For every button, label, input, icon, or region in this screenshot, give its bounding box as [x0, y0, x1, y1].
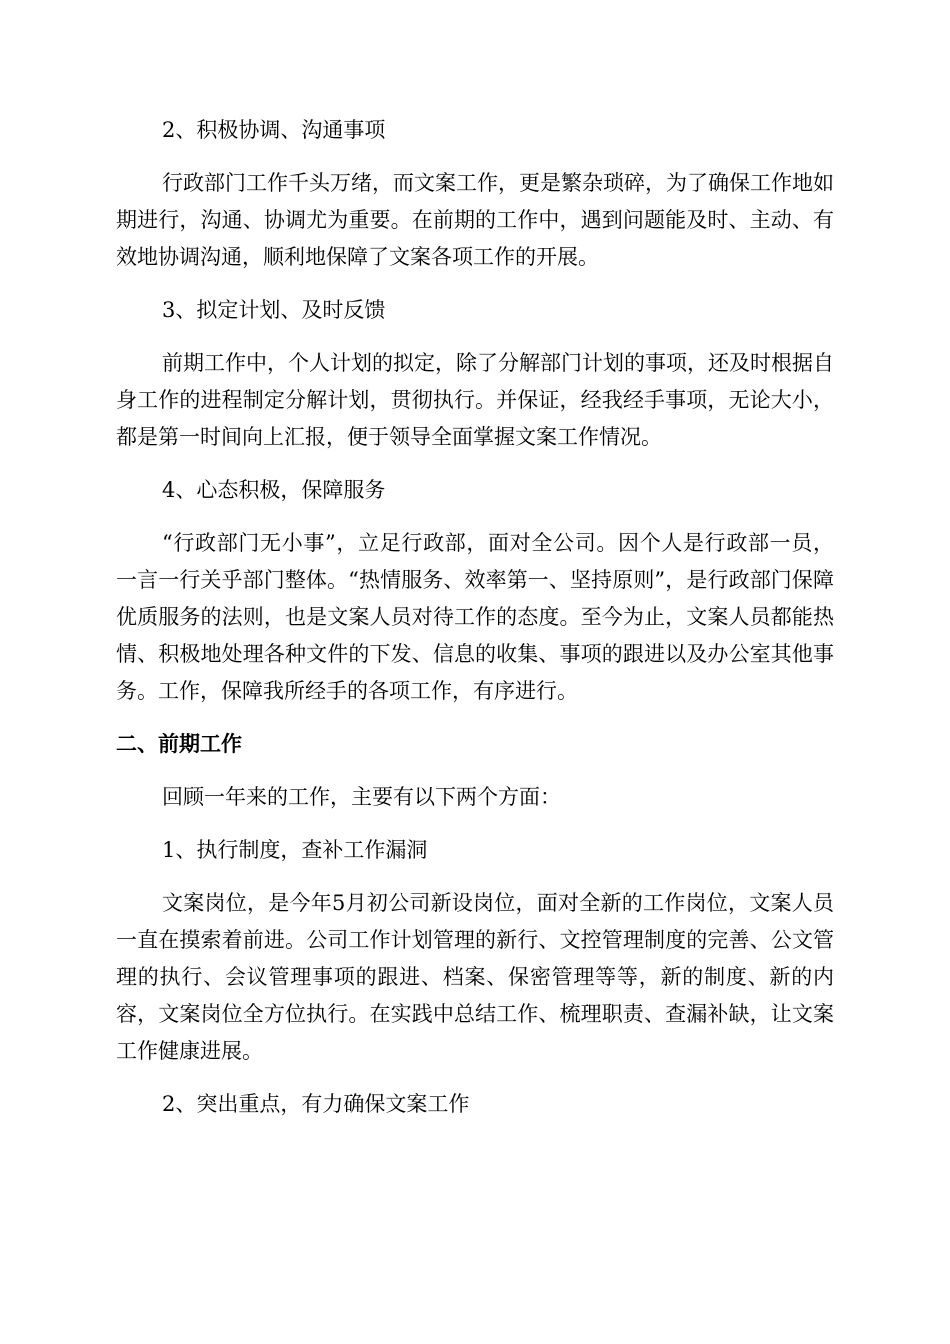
- subheading-execute-system: 1、执行制度，查补工作漏洞: [162, 838, 428, 862]
- section-heading-previous-work: 二、前期工作: [116, 732, 242, 756]
- document-body: [116, 112, 834, 1139]
- paragraph-coordination: 行政部门工作千头万绪，而文案工作，更是繁杂琐碎，为了确保工作地如期进行，沟通、协调尤为重要。在前期的工作中，遇到问题能及时、主动、有效地协调沟通，顺利地保障了文案各项工作的开展。: [116, 171, 834, 269]
- subheading-attitude: 4、心态积极，保障服务: [162, 478, 386, 502]
- subheading-highlight-focus: 2、突出重点，有力确保文案工作: [162, 1092, 470, 1116]
- subheading-coordination: 2、积极协调、沟通事项: [162, 118, 386, 142]
- paragraph-execute-system: 文案岗位，是今年5月初公司新设岗位，面对全新的工作岗位，文案人员一直在摸索着前进。公司工作计划管理的新行、文控管理制度的完善、公文管理的执行、会议管理事项的跟进、档案、保密管理等等，新的制度、新的内容，文案岗位全方位执行。在实践中总结工作、梳理职责、查漏补缺，让文案工作健康进展。: [116, 891, 834, 1063]
- subheading-planning: 3、拟定计划、及时反馈: [162, 298, 386, 322]
- paragraph-planning: 前期工作中，个人计划的拟定，除了分解部门计划的事项，还及时根据自身工作的进程制定分解计划，贯彻执行。并保证，经我经手事项，无论大小，都是第一时间向上汇报，便于领导全面掌握文案工作情况。: [116, 351, 834, 449]
- paragraph-attitude: “行政部门无小事”，立足行政部，面对全公司。因个人是行政部一员，一言一行关乎部门整体。“热情服务、效率第一、坚持原则”，是行政部门保障优质服务的法则，也是文案人员对待工作的态度。至今为止，文案人员都能热情、积极地处理各种文件的下发、信息的收集、事项的跟进以及办公室其他事务。工作，保障我所经手的各项工作，有序进行。: [116, 531, 834, 703]
- intro-line-review: 回顾一年来的工作，主要有以下两个方面：: [162, 785, 561, 809]
